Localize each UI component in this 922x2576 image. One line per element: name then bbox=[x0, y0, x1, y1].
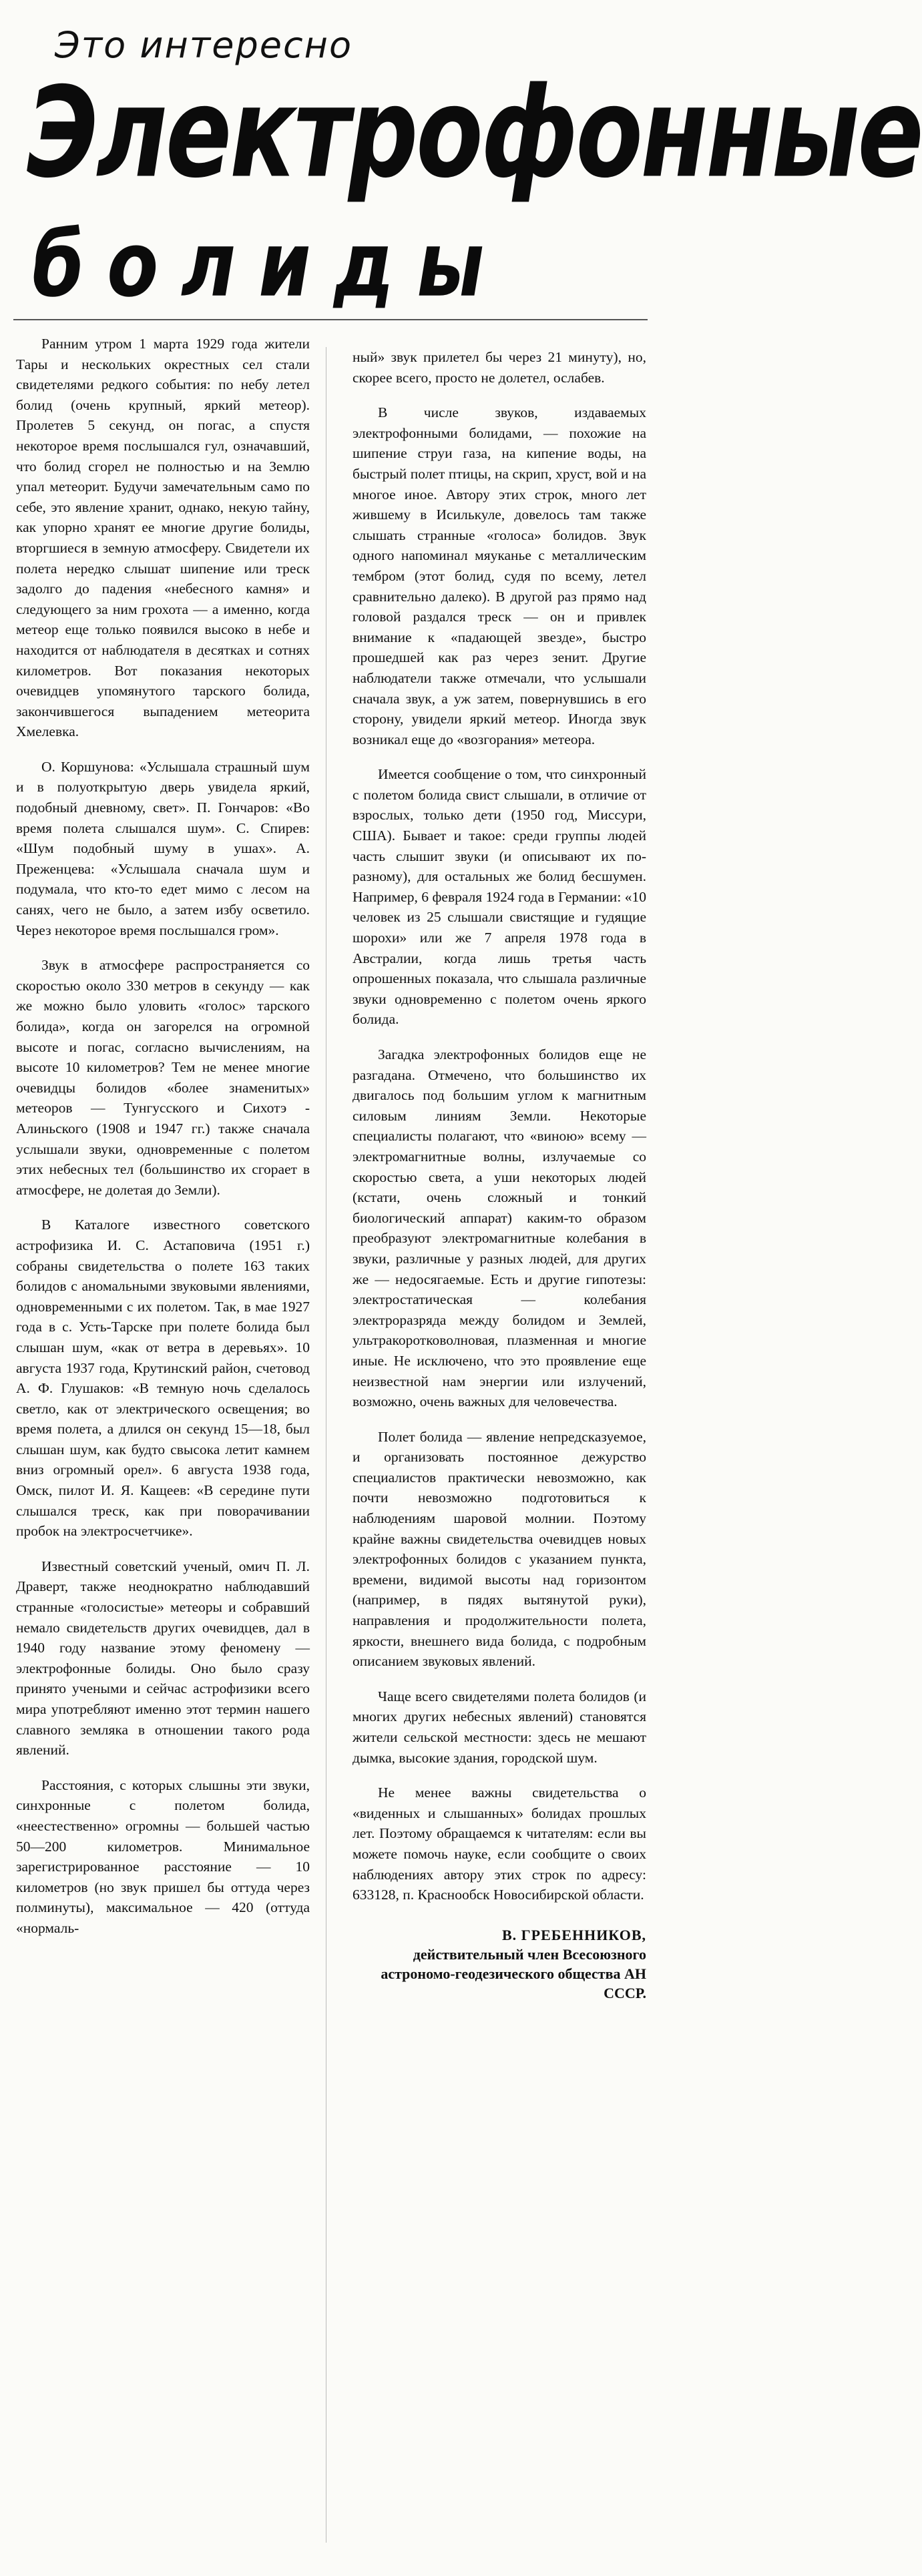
paragraph: В Каталоге известного советского астрофизика И. С. Астаповича (1951 г.) собраны свидетельства о полете 163 таких болидов с аномальными звуковыми явлениями, одновременными с их полетом. Так, в мае 1927 года в с. Усть-Тарске при полете болида был слышан шум, «как от ветра в деревьях». 10 августа 1937 года, Крутинский район, счетовод А. Ф. Глушаков: «В темную ночь сделалось светло, как от электрического освещения; во время полета, а длился он секунд 15—18, был слышан шум, как будто свысока летит камнем вниз огромный орел». 6 августа 1938 года, Омск, пилот И. Я. Кащеев: «В середине пути слышался треск, как при поворачивании пробок на электросчетчике». bbox=[16, 1217, 310, 1540]
paragraph: ный» звук прилетел бы через 21 минуту), но, скорее всего, просто не долетел, ослабев. bbox=[353, 349, 646, 386]
title-rule bbox=[13, 319, 648, 320]
paragraph: Загадка электрофонных болидов еще не разгадана. Отмечено, что большинство их двигалось под большим углом к магнитным силовым линиям Земли. Некоторые специалисты полагают, что «виною» всему — электромагнитные волны, излучаемые со скоростью света, а уши некоторых людей (кстати, очень сложный и тонкий биологический аппарат) каким-то образом преобразуют электромагнитные колебания в звуки, различные у разных людей, для других же — недосягаемые. Есть и другие гипотезы: электростатическая — колебания электроразряда между болидом и Землей, ультракоротковолновая, плазменная и многие иные. Не исключено, что это проявление еще неизвестной нам энергии или излучений, возможно, очень важных для человечества. bbox=[353, 1046, 646, 1410]
paragraph: О. Коршунова: «Услышала страшный шум и в полуоткрытую дверь увидела яркий, подобный дневному, свет». П. Гончаров: «Во время полета слышался шум». С. Спирев: «Шум подобный шуму в ушах». А. Преженцева: «Услышала сначала шум и подумала, что кто-то едет мимо с лесом на санях, чего не было, а затем избу осветило. Через некоторое время послышался гром». bbox=[16, 758, 310, 938]
paragraph: Имеется сообщение о том, что синхронный с полетом болида свист слышали, в отличие от взрослых, только дети (1950 год, Миссури, США). Бывает и такое: среди группы людей часть слышит звуки (и описывают их по-разному), для остальных же болид бесшумен. Например, 6 февраля 1924 года в Германии: «10 человек из 25 слышали свистящие и гудящие шорохи» или же 7 апреля 1978 года в Австралии, когда лишь третья часть опрошенных показала, что слышала различные звуки одновременно с полетом очень яркого болида. bbox=[353, 766, 646, 1028]
rubric-heading: Это интересно bbox=[55, 24, 353, 66]
paragraph: Чаще всего свидетелями полета болидов (и многих других небесных явлений) становятся жители сельской местности: здесь не мешают дымка, высокие здания, городской шум. bbox=[353, 1688, 646, 1766]
author-name: В. ГРЕБЕННИКОВ, bbox=[501, 1926, 646, 1943]
paragraph: Полет болида — явление непредсказуемое, и организовать постоянное дежурство специалистов практически невозможно, как почти невозможно подготовиться к наблюдениям шаровой молнии. Поэтому крайне важны свидетельства очевидцев новых электрофонных болидов с указанием пункта, времени, видимой высоты над горизонтом (например, в пядях вытянутой руки), направления и продолжительности полета, яркости, внешнего вида болида, с подробным описанием звуковых явлений. bbox=[353, 1428, 646, 1670]
title-line-2: болиды bbox=[32, 213, 507, 318]
title-line-1: Электрофонные bbox=[27, 60, 922, 206]
article-title bbox=[27, 60, 922, 318]
paragraph: Расстояния, с которых слышны эти звуки, синхронные с полетом болида, «неестественно» огромны — большей частью 50—200 километров. Минимальное зарегистрированное расстояние — 10 километров (но звук пришел бы оттуда через полминуты), максимальное — 420 (оттуда «нормаль- bbox=[16, 1777, 310, 1936]
author-role: действительный член Всесоюзного астрономо-геодезического общества АН СССР. bbox=[381, 1945, 646, 2001]
paragraph: Ранним утром 1 марта 1929 года жители Тары и нескольких окрестных сел стали свидетелями редкого события: по небу летел болид (очень крупный, яркий метеор). Пролетев 5 секунд, он погас, а спустя некоторое время послышался гул, означавший, что болид сгорел не полностью и на Землю упал метеорит. Будучи замечательным само по себе, это явление хранит, однако, некую тайну, как упорно хранят ее многие другие болиды, вторгшиеся в земную атмосферу. Свидетели их полета нередко слышат шипение или треск задолго до падения «небесного камня» и следующего за ним грохота — а именно, когда метеор еще только появился высоко в небе и находится от наблюдателя в десятках и сотнях километров. Вот показания некоторых очевидцев упомянутого тарского болида, закончившегося выпадением метеорита Хмелевка. bbox=[16, 336, 310, 740]
author-signature bbox=[353, 1925, 646, 2003]
right-column bbox=[353, 347, 646, 2569]
paragraph: Не менее важны свидетельства о «виденных и слышанных» болидах прошлых лет. Поэтому обращаемся к читателям: если вы можете помочь науке, если сообщите о своих наблюдениях автору этих строк по адресу: 633128, п. Краснообск Новосибирской области. bbox=[353, 1785, 646, 1903]
paragraph: В числе звуков, издаваемых электрофонными болидами, — похожие на шипение струи газа, на кипение воды, на быстрый полет птицы, на скрип, хруст, вой и на многое иное. Автору этих строк, много лет жившему в Исилькуле, довелось там также слышать странные «голоса» болидов. Звук одного напоминал мяуканье с металлическим тембром (этот болид, судя по всему, летел сравнительно далеко). В другой раз прямо над головой раздался треск — он и привлек внимание к «падающей звезде», быстро прошедшей как раз через зенит. Другие наблюдатели также отмечали, что услышали сначала звук, а уж затем, повернувшись в его сторону, увидели яркий метеор. Иногда звук возникал еще до «возгорания» метеора. bbox=[353, 404, 646, 747]
paragraph: Известный советский ученый, омич П. Л. Драверт, также неоднократно наблюдавший странные «голосистые» метеоры и собравший немало свидетельств других очевидцев, дал в 1940 году название этому феномену — электрофонные болиды. Оно было сразу принято учеными и сейчас астрофизики всего мира употребляют именно этот термин нашего славного земляка в отношении такого рода явлений. bbox=[16, 1558, 310, 1758]
paragraph: Звук в атмосфере распространяется со скоростью около 330 метров в секунду — как же можно было уловить «голос» тарского болида», когда он загорелся на огромной высоте и погас, согласно вычислениям, на высоте 10 километров? Тем не менее многие очевидцы болидов «более знаменитых» метеоров — Тунгусского и Сихотэ - Алиньского (1908 и 1947 гг.) также сначала услышали звуки, одновременные с полетом этих небесных тел (большинство их сгорает в атмосфере, не долетая до Земли). bbox=[16, 957, 310, 1198]
left-column bbox=[16, 334, 310, 2556]
